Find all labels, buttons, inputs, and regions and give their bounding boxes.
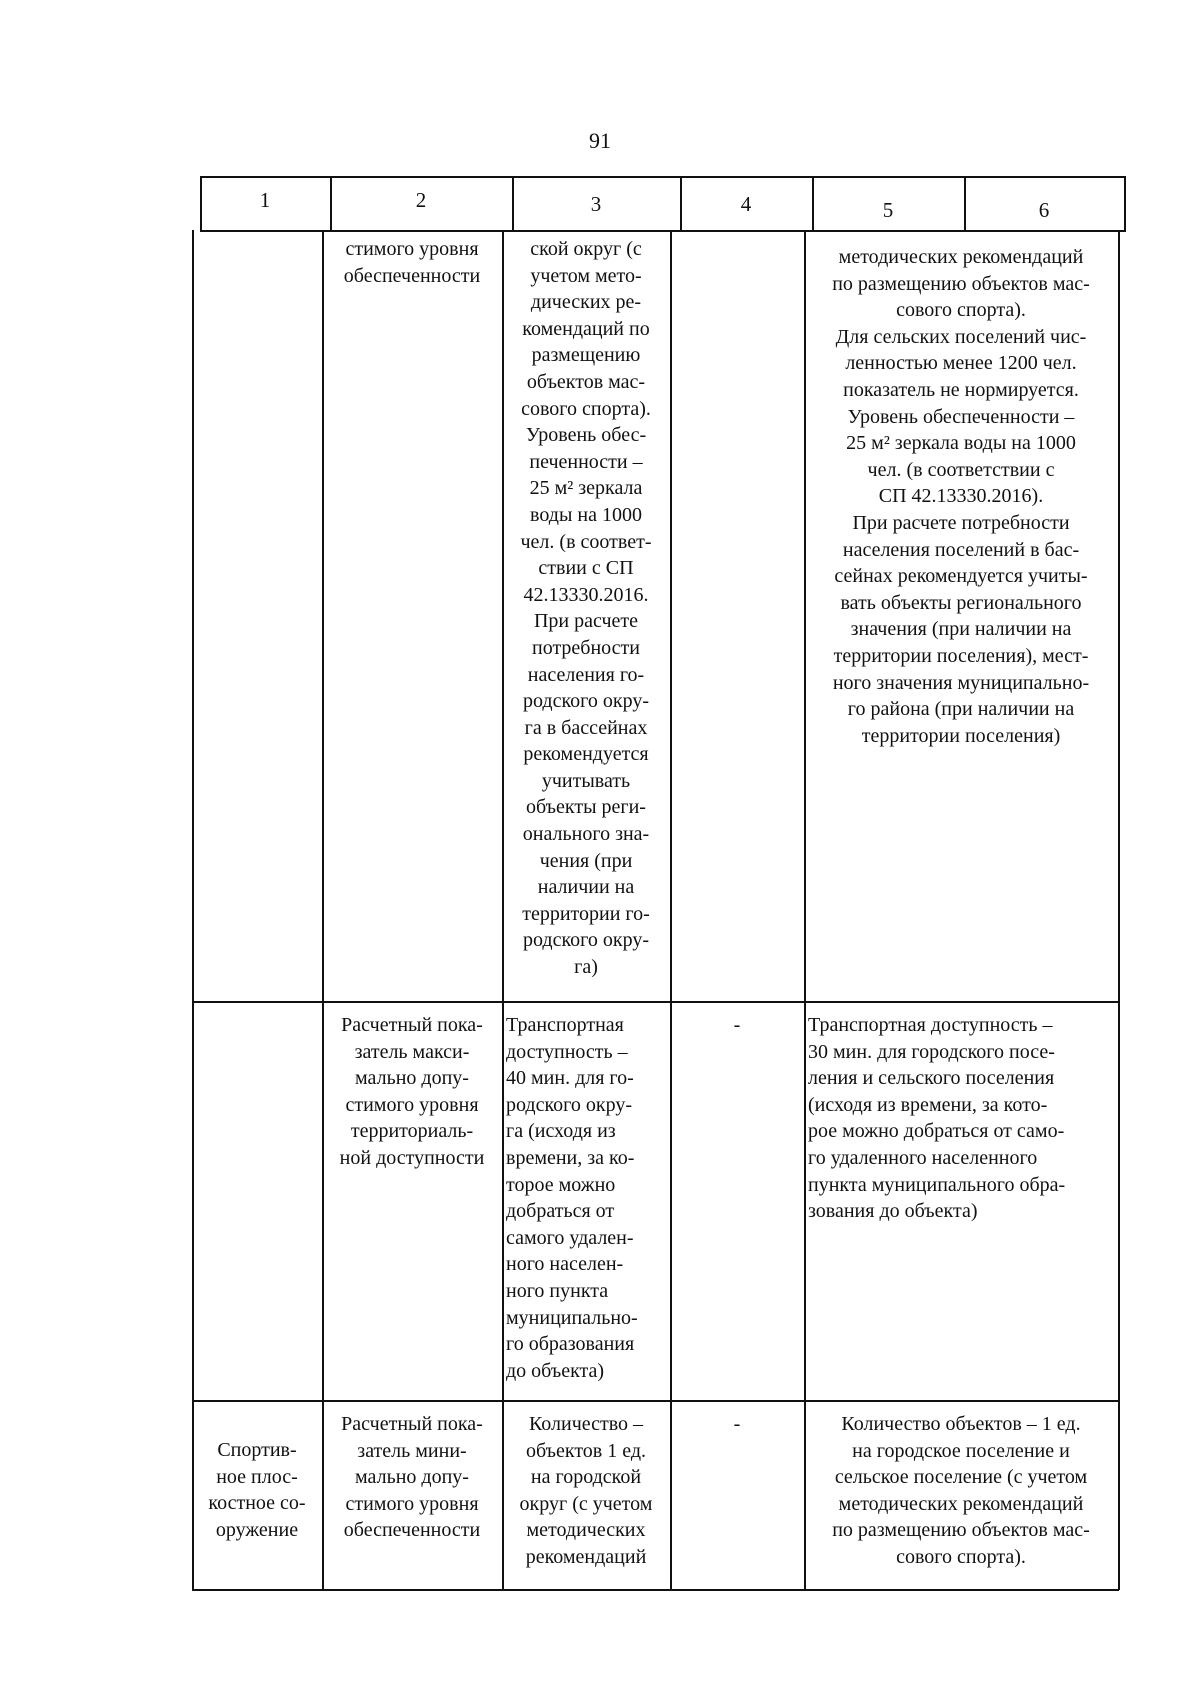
column-divider	[670, 230, 672, 1590]
header-col-6: 6	[1038, 198, 1050, 222]
cell-col4: -	[733, 1014, 741, 1036]
header-col-4: 4	[740, 192, 752, 216]
row-divider	[192, 1001, 1119, 1003]
table-right-border	[1118, 230, 1120, 1590]
cell-settlements: методических рекомендаций по размещению объектов мас- сового спорта). Для сельских поселений чис- ленностью менее 1200 чел. показатель не нормируется. Уровень обеспеченности – 25 м² зеркала воды на 1000 чел. (в соответствии с СП 42.13330.2016). При расчете потребности населения поселений в бас- сейнах рекомендуется учиты- вать объекты регионального значения (при наличии на территории поселения), мест- ного значения муниципально- го района (при наличии на территории поселения)	[832, 246, 1090, 747]
column-divider	[322, 230, 324, 1590]
cell-object: Спортив- ное плос- костное со- оружение	[208, 1439, 306, 1541]
cell-settlements: Количество объектов – 1 ед. на городское поселение и сельское поселение (с учетом методических рекомендаций по размещению объектов мас- сового спорта).	[832, 1413, 1090, 1568]
header-bottom-border	[200, 230, 1126, 232]
cell-indicator: Расчетный пока- затель мини- мально допу- стимого уровня обеспеченности	[341, 1413, 483, 1542]
cell-urban-district: Транспортная доступность – 40 мин. для го- родского окру- га (исходя из времени, за ко- торое можно добраться от самого удален- ного населен- ного пункта муниципально- го образования до объекта)	[506, 1014, 638, 1382]
row-divider	[192, 1400, 1119, 1402]
header-col-5: 5	[882, 198, 894, 222]
header-col-1: 1	[259, 188, 271, 212]
cell-col4: -	[733, 1413, 741, 1435]
cell-indicator: стимого уровня обеспеченности	[343, 238, 481, 287]
page-number: 91	[589, 128, 611, 153]
table-top-border	[200, 176, 1126, 178]
header-divider	[1124, 176, 1126, 231]
cell-settlements: Транспортная доступность – 30 мин. для городского посе- ления и сельского поселения (исходя из времени, за кото- рое можно добраться от само- го удаленного населенного пункта муниципального обра- зования до объекта)	[808, 1014, 1066, 1223]
cell-indicator: Расчетный пока- затель макси- мально допу- стимого уровня территориаль- ной доступности	[339, 1014, 485, 1169]
table-bottom-border	[192, 1589, 1119, 1591]
header-col-2: 2	[415, 188, 427, 212]
cell-urban-district: Количество – объектов 1 ед. на городской округ (с учетом методических рекомендаций	[519, 1413, 653, 1568]
header-col-3: 3	[590, 192, 602, 216]
cell-urban-district: ской округ (с учетом мето- дических ре- комендаций по размещению объектов мас- сового спорта). Уровень обес- печенности – 25 м² зеркала воды на 1000 чел. (в соответ- ствии с СП 42.13330.2016. При расчете потребности населения го- родского окру- га в бассейнах рекомендуется учитывать объекты реги- онального зна- чения (при наличии на территории го- родского окру- га)	[520, 238, 652, 979]
table-left-border	[192, 230, 194, 1590]
